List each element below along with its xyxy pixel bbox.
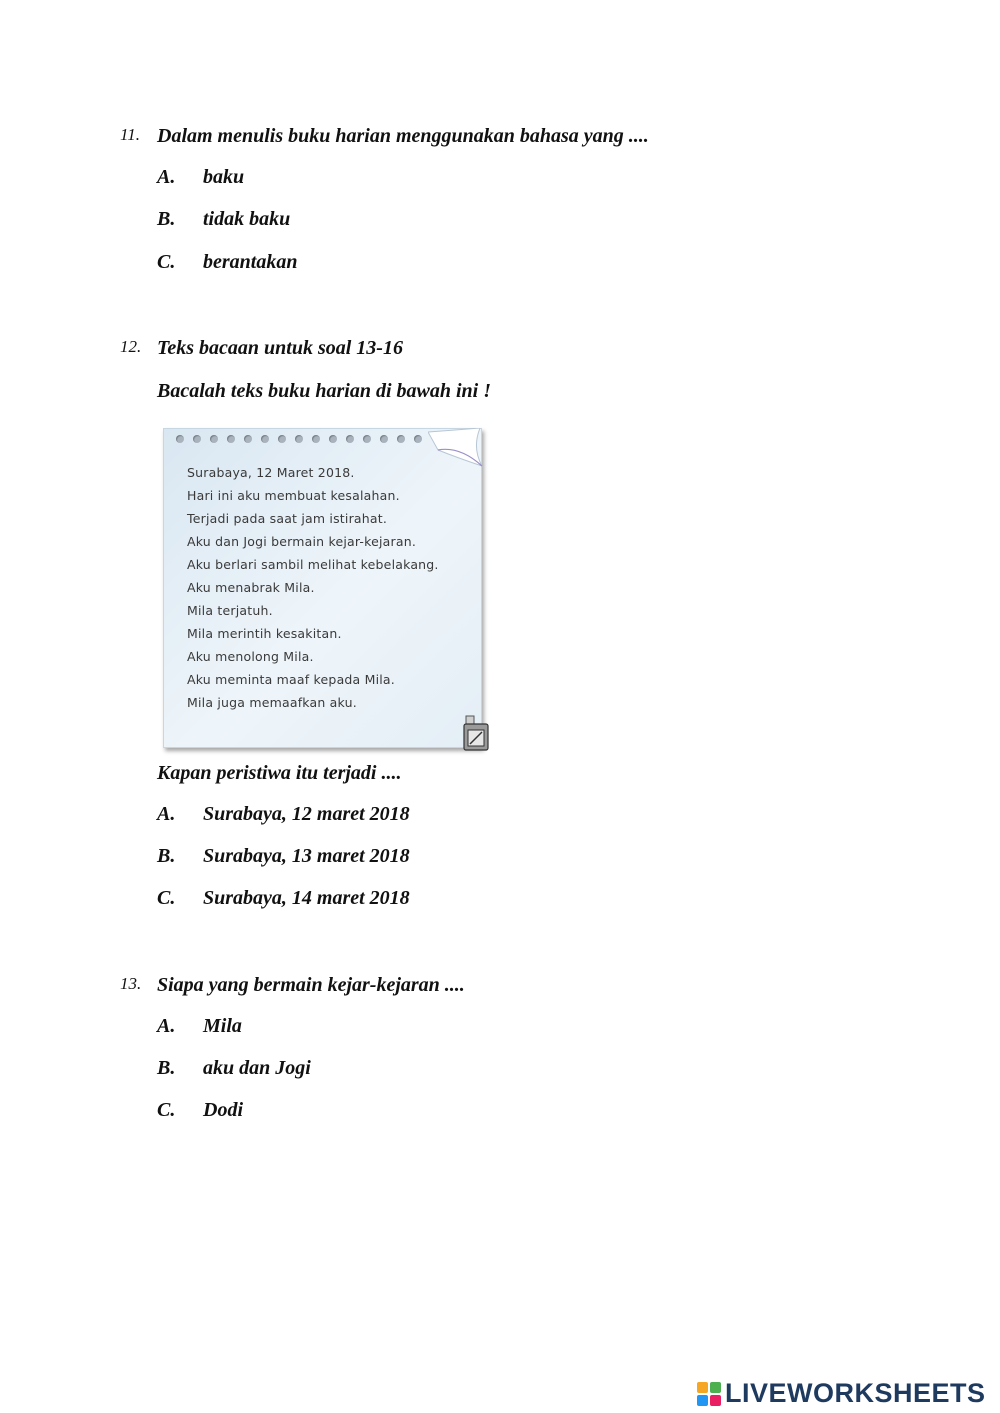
logo-text: LIVEWORKSHEETS xyxy=(725,1378,986,1408)
diary-note-image xyxy=(160,428,490,752)
option-letter: A. xyxy=(157,166,176,188)
question-text: Dalam menulis buku harian menggunakan bahasa yang .... xyxy=(157,125,649,147)
option-letter: B. xyxy=(157,208,176,230)
option-letter: A. xyxy=(157,803,176,825)
diary-line: Aku dan Jogi bermain kejar-kejaran. xyxy=(187,534,417,549)
diary-paper xyxy=(163,428,482,748)
question-text: Teks bacaan untuk soal 13-16 xyxy=(157,337,403,359)
option-letter: B. xyxy=(157,1057,176,1079)
option-text: Dodi xyxy=(203,1099,243,1121)
option-letter: C. xyxy=(157,251,176,273)
diary-line: Aku berlari sambil melihat kebelakang. xyxy=(187,557,439,572)
question-number: 12. xyxy=(120,337,142,356)
diary-line: Aku menabrak Mila. xyxy=(187,580,315,595)
logo-square xyxy=(697,1382,708,1393)
diary-line: Hari ini aku membuat kesalahan. xyxy=(187,488,400,503)
option-letter: A. xyxy=(157,1015,176,1037)
reading-instruction: Bacalah teks buku harian di bawah ini ! xyxy=(157,380,491,402)
diary-line: Surabaya, 12 Maret 2018. xyxy=(187,465,355,480)
diary-line: Aku menolong Mila. xyxy=(187,649,314,664)
page-curl-icon xyxy=(428,428,484,468)
logo-icon xyxy=(697,1382,723,1408)
option-text: Mila xyxy=(203,1015,242,1037)
option-text: Surabaya, 14 maret 2018 xyxy=(203,887,410,909)
question-12-prompt: Kapan peristiwa itu terjadi .... xyxy=(157,762,402,784)
question-number: 13. xyxy=(120,974,142,993)
diary-text xyxy=(187,461,439,714)
option-text: aku dan Jogi xyxy=(203,1057,311,1079)
option-letter: B. xyxy=(157,845,176,867)
question-text: Siapa yang bermain kejar-kejaran .... xyxy=(157,974,465,996)
option-text: berantakan xyxy=(203,251,298,273)
diary-line: Mila merintih kesakitan. xyxy=(187,626,342,641)
question-number: 11. xyxy=(120,125,140,144)
logo-square xyxy=(710,1382,721,1393)
option-text: tidak baku xyxy=(203,208,291,230)
option-letter: C. xyxy=(157,1099,176,1121)
option-text: Surabaya, 12 maret 2018 xyxy=(203,803,410,825)
diary-line: Aku meminta maaf kepada Mila. xyxy=(187,672,395,687)
diary-line: Mila juga memaafkan aku. xyxy=(187,695,357,710)
option-text: baku xyxy=(203,166,245,188)
option-text: Surabaya, 13 maret 2018 xyxy=(203,845,410,867)
option-letter: C. xyxy=(157,887,176,909)
diary-line: Terjadi pada saat jam istirahat. xyxy=(187,511,388,526)
sharpener-icon xyxy=(462,714,490,752)
logo-square xyxy=(710,1395,721,1406)
logo-square xyxy=(697,1395,708,1406)
diary-line: Mila terjatuh. xyxy=(187,603,273,618)
